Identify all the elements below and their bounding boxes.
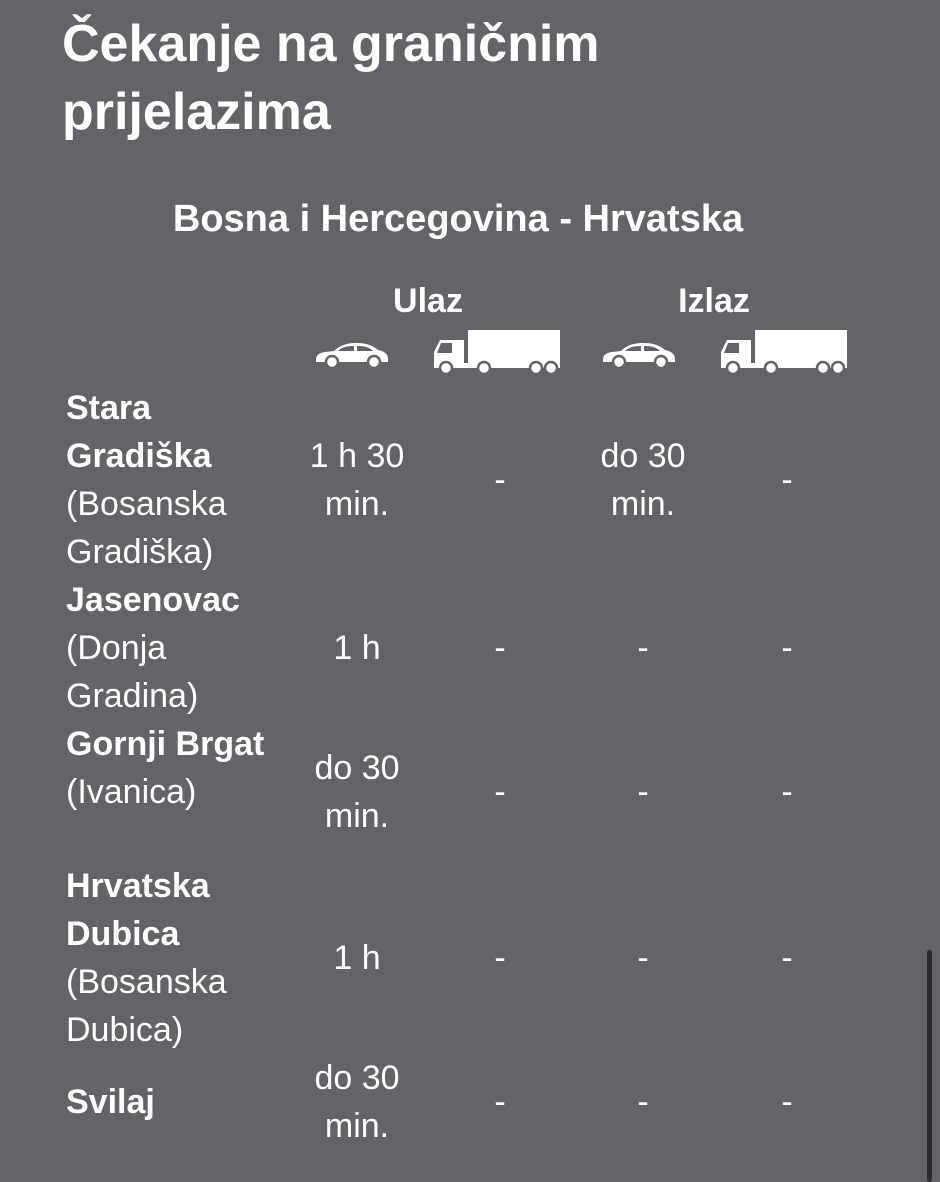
station-alt-name: (Donja Gradina) [66, 629, 199, 715]
station-name: Stara Gradiška [66, 389, 212, 475]
exit-car-wait: - [637, 773, 649, 811]
entry-truck-wait: - [494, 1083, 506, 1121]
scrollbar[interactable] [927, 950, 932, 1182]
table-row-station [66, 384, 281, 576]
station-alt-name: (Ivanica) [66, 773, 197, 811]
car-icon [599, 338, 677, 370]
car-icon [312, 338, 390, 370]
route-subtitle: Bosna i Hercegovina - Hrvatska [172, 198, 744, 240]
exit-car-wait: - [637, 1083, 649, 1121]
station-name: Gornji Brgat [66, 725, 265, 763]
entry-truck-wait: - [494, 629, 506, 667]
exit-truck-wait: - [781, 939, 793, 977]
entry-column-header: Ulaz [393, 282, 463, 320]
station-name: Jasenovac [66, 581, 240, 619]
entry-car-wait: 1 h 30 min. [309, 437, 405, 523]
exit-car-wait: - [637, 939, 649, 977]
table-row-station [66, 1054, 281, 1150]
exit-car-wait: do 30 min. [600, 437, 686, 523]
table-row-station [66, 720, 281, 816]
station-alt-name: (Bosanska Gradiška) [66, 485, 227, 571]
entry-truck-wait: - [494, 461, 506, 499]
station-name: Hrvatska Dubica [66, 867, 210, 953]
exit-truck-wait: - [781, 461, 793, 499]
entry-truck-wait: - [494, 773, 506, 811]
station-name: Svilaj [66, 1083, 155, 1121]
exit-truck-wait: - [781, 629, 793, 667]
entry-truck-wait: - [494, 939, 506, 977]
table-row-station [66, 576, 281, 720]
page-title: Čekanje na graničnim prijelazima [62, 15, 600, 141]
exit-car-wait: - [637, 629, 649, 667]
entry-car-wait: 1 h [333, 939, 381, 977]
table-row-station [66, 862, 281, 1054]
exit-truck-wait: - [781, 1083, 793, 1121]
truck-icon [719, 328, 849, 376]
entry-car-wait: do 30 min. [314, 1059, 400, 1145]
station-alt-name: (Bosanska Dubica) [66, 963, 227, 1049]
truck-icon [432, 328, 562, 376]
entry-car-wait: 1 h [333, 629, 381, 667]
exit-truck-wait: - [781, 773, 793, 811]
entry-car-wait: do 30 min. [314, 749, 400, 835]
exit-column-header: Izlaz [678, 282, 750, 320]
